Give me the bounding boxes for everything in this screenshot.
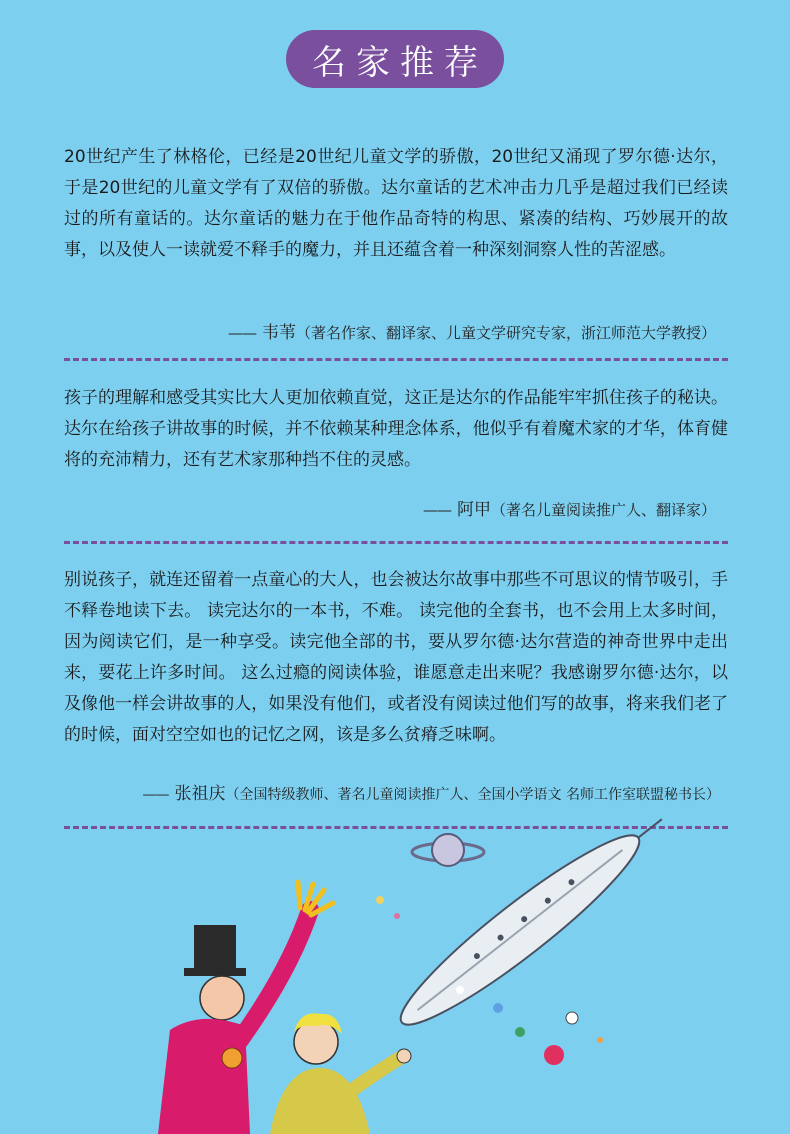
author-title: （全国特级教师、著名儿童阅读推广人、全国小学语文 名师工作室联盟秘书长）: [225, 787, 720, 803]
quote-author-2: [423, 495, 716, 520]
quote-text-3: 别说孩子，就连还留着一点童心的大人，也会被达尔故事中那些不可思议的情节吸引，手不释卷地读下去。 读完达尔的一本书，不难。 读完他的全套书，也不会用上太多时间，因为阅读它们，是一种享受。读完他全部的书，要从罗尔德·达尔营造的神奇世界中走出来，要花上许多时间。 这么过瘾的阅读体验，谁愿意走出来呢？我感谢罗尔德·达尔，以及像他一样会讲故事的人，如果没有他们，或者没有阅读过他们写的故事，将来我们老了的时候，面对空空如也的记忆之网，该是多么贫瘠乏味啊。: [64, 570, 728, 745]
section-divider: [64, 358, 728, 361]
author-dash: ——: [422, 501, 451, 519]
author-dash: ——: [142, 787, 169, 803]
quote-author-1: [228, 318, 716, 343]
author-dash: ——: [227, 324, 256, 342]
planet-icon: [412, 834, 484, 866]
section-divider: [64, 541, 728, 544]
spaceship-icon: [386, 800, 678, 1043]
sweet-icon: [515, 1027, 525, 1037]
author-name: 张祖庆: [174, 784, 226, 804]
sweet-icon: [493, 1003, 503, 1013]
quote-text-1: 20世纪产生了林格伦，已经是20世纪儿童文学的骄傲，20世纪又涌现了罗尔德·达尔，于是20世纪的儿童文学有了双倍的骄傲。达尔童话的艺术冲击力几乎是超过我们已经读过的所有童话的。达尔童话的魅力在于他作品奇特的构思、紧凑的结构、巧妙展开的故事，以及使人一读就爱不释手的魔力，并且还蕴含着一种深刻洞察人性的苦涩感。: [64, 147, 728, 260]
sweet-icon: [566, 1012, 578, 1024]
sweet-icon: [597, 1037, 603, 1043]
section-title: 名家推荐: [286, 30, 504, 88]
sweet-icon: [544, 1045, 564, 1065]
sweet-icon: [376, 896, 384, 904]
illustration: [0, 800, 790, 1134]
sweet-icon: [394, 913, 400, 919]
author-title: （著名儿童阅读推广人、翻译家）: [490, 501, 716, 519]
charlie-figure-icon: [270, 1013, 411, 1134]
author-title: （著名作家、翻译家、儿童文学研究专家，浙江师范大学教授）: [295, 324, 716, 342]
author-name: 韦苇: [261, 323, 296, 343]
sweet-icon: [456, 986, 464, 994]
quote-text-2: 孩子的理解和感受其实比大人更加依赖直觉，这正是达尔的作品能牢牢抓住孩子的秘诀。达尔在给孩子讲故事的时候，并不依赖某种理念体系，他似乎有着魔术家的才华，体育健将的充沛精力，还有艺术家那种挡不住的灵感。: [64, 388, 728, 470]
author-name: 阿甲: [456, 500, 491, 520]
